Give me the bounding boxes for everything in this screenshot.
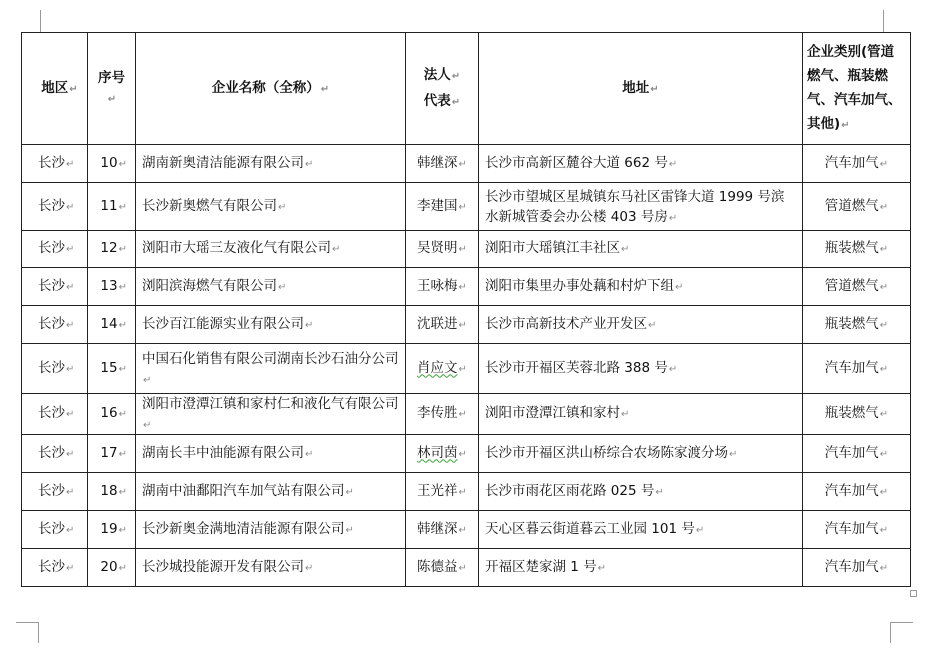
cell-legal-rep bbox=[406, 549, 479, 587]
cell-category-text bbox=[809, 153, 904, 175]
table-row bbox=[22, 473, 911, 511]
cell-legal-rep-text bbox=[412, 196, 472, 218]
cell-legal-rep bbox=[406, 473, 479, 511]
cell-address-value: 开福区楚家湖 1 号 bbox=[485, 558, 597, 575]
cell-region-text bbox=[38, 481, 81, 503]
cell-category-value: 汽车加气 bbox=[824, 444, 879, 461]
paragraph-mark: ↵ bbox=[621, 409, 630, 420]
cell-category-value: 瓶装燃气 bbox=[824, 315, 879, 332]
cell-company-value: 中国石化销售有限公司湖南长沙石油分公司 bbox=[142, 350, 399, 367]
cell-address-text bbox=[485, 153, 796, 175]
cell-region-value: 长沙 bbox=[38, 359, 65, 376]
cell-region-text bbox=[38, 519, 81, 541]
cell-legal-rep bbox=[406, 435, 479, 473]
cell-legal-rep-value: 李建国 bbox=[417, 197, 458, 214]
table-row bbox=[22, 183, 911, 231]
cell-company-value: 浏阳市澄潭江镇和家村仁和液化气有限公司 bbox=[142, 396, 399, 412]
paragraph-mark: ↵ bbox=[305, 448, 314, 460]
paragraph-mark: ↵ bbox=[66, 486, 75, 498]
paragraph-mark: ↵ bbox=[345, 486, 354, 498]
paragraph-mark: ↵ bbox=[118, 201, 127, 213]
cell-index-value: 12 bbox=[100, 240, 118, 256]
cell-index-text bbox=[94, 358, 127, 380]
cell-company bbox=[136, 344, 406, 394]
cell-company bbox=[136, 145, 406, 183]
cell-index-value: 17 bbox=[100, 444, 118, 461]
paragraph-mark: ↵ bbox=[458, 562, 467, 574]
paragraph-mark: ↵ bbox=[66, 562, 75, 574]
cell-company-value: 长沙新奥金满地清洁能源有限公司 bbox=[142, 520, 345, 537]
cell-category-value: 汽车加气 bbox=[824, 482, 879, 499]
paragraph-mark: ↵ bbox=[668, 363, 678, 375]
cell-category bbox=[803, 183, 911, 231]
page-corner-mark-bottom-right bbox=[890, 622, 913, 643]
cell-address-value: 长沙市开福区芙蓉北路 388 号 bbox=[485, 359, 668, 376]
enterprise-table bbox=[21, 32, 911, 587]
cell-index-value: 14 bbox=[100, 315, 118, 332]
cell-index-value: 16 bbox=[100, 405, 118, 421]
cell-region-text bbox=[38, 196, 81, 218]
paragraph-mark: ↵ bbox=[648, 319, 657, 331]
cell-company-value: 浏阳滨海燃气有限公司 bbox=[142, 277, 277, 294]
paragraph-mark: ↵ bbox=[879, 562, 889, 574]
cell-company-text bbox=[142, 349, 399, 389]
cell-region bbox=[22, 183, 88, 231]
cell-index bbox=[88, 511, 136, 549]
paragraph-mark: ↵ bbox=[879, 363, 889, 375]
cell-address-text bbox=[485, 443, 796, 465]
paragraph-mark: ↵ bbox=[118, 486, 127, 498]
paragraph-mark: ↵ bbox=[118, 244, 127, 255]
cell-category-value: 瓶装燃气 bbox=[824, 405, 879, 421]
cell-index bbox=[88, 394, 136, 435]
paragraph-mark: ↵ bbox=[458, 409, 467, 420]
cell-company bbox=[136, 394, 406, 435]
cell-company-text bbox=[142, 481, 399, 503]
cell-company bbox=[136, 306, 406, 344]
cell-region bbox=[22, 268, 88, 306]
cell-index-text bbox=[94, 519, 127, 541]
cell-address bbox=[479, 549, 803, 587]
cell-category-text bbox=[809, 238, 904, 260]
cell-address bbox=[479, 394, 803, 435]
paragraph-mark: ↵ bbox=[458, 486, 467, 498]
paragraph-mark: ↵ bbox=[655, 486, 664, 498]
table-row bbox=[22, 231, 911, 268]
cell-category bbox=[803, 435, 911, 473]
page-corner-mark-top-right bbox=[883, 10, 884, 32]
cell-index-value: 20 bbox=[100, 558, 118, 575]
cell-region-text bbox=[38, 443, 81, 465]
paragraph-mark: ↵ bbox=[66, 448, 75, 460]
cell-company-value: 长沙新奥燃气有限公司 bbox=[142, 197, 277, 214]
cell-region-value: 长沙 bbox=[38, 240, 65, 256]
cell-address-text bbox=[485, 519, 796, 541]
header-region: 地区↵ bbox=[22, 33, 88, 145]
cell-address-text bbox=[485, 238, 796, 260]
cell-legal-rep-text bbox=[412, 314, 472, 336]
paragraph-mark: ↵ bbox=[118, 281, 127, 293]
cell-company bbox=[136, 231, 406, 268]
cell-company-value: 湖南新奥清洁能源有限公司 bbox=[142, 154, 304, 171]
cell-region-value: 长沙 bbox=[38, 197, 65, 214]
cell-category-value: 汽车加气 bbox=[824, 154, 879, 171]
cell-category bbox=[803, 511, 911, 549]
table-row bbox=[22, 344, 911, 394]
cell-region bbox=[22, 435, 88, 473]
cell-legal-rep-text bbox=[412, 557, 472, 579]
cell-address bbox=[479, 145, 803, 183]
cell-region-value: 长沙 bbox=[38, 277, 65, 294]
cell-address bbox=[479, 183, 803, 231]
paragraph-mark: ↵ bbox=[458, 363, 467, 375]
paragraph-mark: ↵ bbox=[118, 562, 127, 574]
cell-company-value: 长沙城投能源开发有限公司 bbox=[142, 558, 304, 575]
table-row bbox=[22, 145, 911, 183]
table-row bbox=[22, 394, 911, 435]
paragraph-mark: ↵ bbox=[278, 201, 287, 213]
paragraph-mark: ↵ bbox=[597, 562, 607, 574]
cell-address-text bbox=[485, 481, 796, 503]
cell-region bbox=[22, 231, 88, 268]
cell-company-value: 湖南中油鄱阳汽车加气站有限公司 bbox=[142, 482, 345, 499]
cell-legal-rep-text bbox=[412, 403, 472, 425]
cell-category-text bbox=[809, 403, 904, 425]
paragraph-mark: ↵ bbox=[458, 158, 467, 170]
cell-category-value: 汽车加气 bbox=[824, 359, 879, 376]
cell-category-text bbox=[809, 443, 904, 465]
cell-address bbox=[479, 231, 803, 268]
paragraph-mark: ↵ bbox=[118, 448, 127, 460]
cell-region bbox=[22, 549, 88, 587]
cell-legal-rep bbox=[406, 394, 479, 435]
cell-index-text bbox=[94, 481, 127, 503]
cell-address-value: 浏阳市澄潭江镇和家村 bbox=[485, 405, 620, 421]
cell-region bbox=[22, 344, 88, 394]
paragraph-mark: ↵ bbox=[66, 281, 75, 293]
cell-index-text bbox=[94, 403, 127, 425]
paragraph-mark: ↵ bbox=[458, 448, 467, 460]
paragraph-mark: ↵ bbox=[305, 562, 314, 574]
cell-legal-rep-value: 王咏梅 bbox=[417, 277, 458, 294]
page-corner-mark-top-left bbox=[40, 10, 41, 32]
paragraph-mark: ↵ bbox=[729, 448, 738, 460]
cell-index-text bbox=[94, 557, 127, 579]
cell-address bbox=[479, 435, 803, 473]
cell-legal-rep bbox=[406, 268, 479, 306]
cell-legal-rep-value: 王光祥 bbox=[417, 482, 458, 499]
cell-legal-rep-value: 吴贤明 bbox=[417, 240, 458, 256]
cell-legal-rep-value: 韩继深 bbox=[417, 520, 458, 537]
cell-category bbox=[803, 145, 911, 183]
paragraph-mark: ↵ bbox=[305, 319, 314, 331]
paragraph-mark: ↵ bbox=[66, 363, 75, 375]
cell-address-text bbox=[485, 358, 796, 380]
paragraph-mark: ↵ bbox=[118, 319, 127, 331]
cell-company-text bbox=[142, 557, 399, 579]
cell-legal-rep-value: 韩继深 bbox=[417, 154, 458, 171]
cell-company-text bbox=[142, 238, 399, 260]
header-index: 序号↵ bbox=[88, 33, 136, 145]
cell-category-text bbox=[809, 196, 904, 218]
cell-company bbox=[136, 435, 406, 473]
table-row bbox=[22, 435, 911, 473]
cell-region bbox=[22, 394, 88, 435]
cell-legal-rep-text bbox=[412, 443, 472, 465]
cell-region bbox=[22, 306, 88, 344]
paragraph-mark: ↵ bbox=[305, 158, 314, 170]
cell-index bbox=[88, 183, 136, 231]
cell-address bbox=[479, 511, 803, 549]
cell-category-value: 汽车加气 bbox=[824, 520, 879, 537]
paragraph-mark: ↵ bbox=[66, 409, 75, 420]
paragraph-mark: ↵ bbox=[458, 244, 467, 255]
cell-index bbox=[88, 231, 136, 268]
cell-legal-rep-text bbox=[412, 238, 472, 260]
cell-index-text bbox=[94, 153, 127, 175]
cell-address-text bbox=[485, 403, 796, 425]
cell-index-value: 11 bbox=[100, 197, 118, 214]
paragraph-mark: ↵ bbox=[332, 244, 341, 255]
cell-legal-rep-value: 肖应文 bbox=[417, 359, 458, 376]
paragraph-mark: ↵ bbox=[118, 158, 127, 170]
cell-address-value: 长沙市雨花区雨花路 025 号 bbox=[485, 482, 655, 499]
paragraph-mark: ↵ bbox=[621, 244, 630, 255]
header-address: 地址↵ bbox=[479, 33, 803, 145]
cell-region bbox=[22, 145, 88, 183]
cell-index bbox=[88, 344, 136, 394]
cell-category bbox=[803, 268, 911, 306]
cell-company-value: 浏阳市大瑶三友液化气有限公司 bbox=[142, 240, 331, 256]
cell-index-text bbox=[94, 276, 127, 298]
paragraph-mark: ↵ bbox=[879, 524, 889, 536]
cell-legal-rep bbox=[406, 145, 479, 183]
cell-index bbox=[88, 473, 136, 511]
cell-address-value: 长沙市望城区星城镇东马社区雷锋大道 1999 号滨水新城管委会办公楼 403 号房 bbox=[485, 188, 785, 225]
cell-index bbox=[88, 145, 136, 183]
cell-legal-rep-value: 李传胜 bbox=[417, 405, 458, 421]
paragraph-mark: ↵ bbox=[695, 524, 705, 536]
cell-company-text bbox=[142, 443, 399, 465]
cell-address-value: 长沙市开福区洪山桥综合农场陈家渡分场 bbox=[485, 444, 728, 461]
cell-address-value: 浏阳市集里办事处藕和村炉下组 bbox=[485, 277, 674, 294]
cell-region-value: 长沙 bbox=[38, 558, 65, 575]
cell-company bbox=[136, 511, 406, 549]
cell-address-value: 浏阳市大瑶镇江丰社区 bbox=[485, 240, 620, 256]
cell-category-text bbox=[809, 276, 904, 298]
cell-region-value: 长沙 bbox=[38, 520, 65, 537]
cell-category bbox=[803, 231, 911, 268]
cell-address bbox=[479, 268, 803, 306]
cell-address-text bbox=[485, 557, 796, 579]
paragraph-mark: ↵ bbox=[879, 319, 889, 331]
paragraph-mark: ↵ bbox=[66, 524, 75, 536]
paragraph-mark: ↵ bbox=[118, 524, 127, 536]
cell-category-text bbox=[809, 481, 904, 503]
cell-category-value: 汽车加气 bbox=[824, 558, 879, 575]
header-row bbox=[22, 33, 911, 145]
paragraph-mark: ↵ bbox=[879, 201, 889, 213]
cell-legal-rep-value: 沈联进 bbox=[417, 315, 458, 332]
cell-category-value: 管道燃气 bbox=[824, 277, 879, 294]
cell-legal-rep-text bbox=[412, 153, 472, 175]
cell-region-text bbox=[38, 557, 81, 579]
cell-company bbox=[136, 268, 406, 306]
cell-category bbox=[803, 394, 911, 435]
cell-index-text bbox=[94, 196, 127, 218]
cell-legal-rep bbox=[406, 511, 479, 549]
cell-category-text bbox=[809, 557, 904, 579]
cell-address-value: 长沙市高新区麓谷大道 662 号 bbox=[485, 154, 668, 171]
cell-address bbox=[479, 473, 803, 511]
cell-company-text bbox=[142, 196, 399, 218]
cell-company-text bbox=[142, 153, 399, 175]
cell-index-value: 13 bbox=[100, 277, 118, 294]
cell-region-text bbox=[38, 403, 81, 425]
cell-legal-rep-text bbox=[412, 519, 472, 541]
cell-company-text bbox=[142, 314, 399, 336]
cell-company-value: 长沙百江能源实业有限公司 bbox=[142, 315, 304, 332]
paragraph-mark: ↵ bbox=[879, 281, 889, 293]
paragraph-mark: ↵ bbox=[879, 409, 889, 420]
cell-index bbox=[88, 435, 136, 473]
cell-category bbox=[803, 473, 911, 511]
cell-category bbox=[803, 344, 911, 394]
cell-region bbox=[22, 511, 88, 549]
paragraph-mark: ↵ bbox=[66, 201, 75, 213]
paragraph-mark: ↵ bbox=[668, 158, 678, 170]
cell-region-value: 长沙 bbox=[38, 154, 65, 171]
cell-category-text bbox=[809, 519, 904, 541]
cell-address-value: 天心区暮云街道暮云工业园 101 号 bbox=[485, 520, 695, 537]
paragraph-mark: ↵ bbox=[458, 319, 467, 331]
paragraph-mark: ↵ bbox=[143, 420, 152, 431]
header-legal-rep: 法人↵ 代表↵ bbox=[406, 33, 479, 145]
cell-region-value: 长沙 bbox=[38, 315, 65, 332]
paragraph-mark: ↵ bbox=[66, 319, 75, 331]
cell-legal-rep bbox=[406, 231, 479, 268]
cell-category-text bbox=[809, 314, 904, 336]
table-end-marker bbox=[910, 590, 917, 597]
cell-legal-rep bbox=[406, 306, 479, 344]
cell-address-text bbox=[485, 314, 796, 336]
cell-address bbox=[479, 344, 803, 394]
paragraph-mark: ↵ bbox=[66, 158, 75, 170]
cell-category-value: 管道燃气 bbox=[824, 197, 879, 214]
cell-category bbox=[803, 306, 911, 344]
cell-legal-rep bbox=[406, 344, 479, 394]
cell-company-text bbox=[142, 276, 399, 298]
cell-index bbox=[88, 306, 136, 344]
cell-address-value: 长沙市高新技术产业开发区 bbox=[485, 315, 647, 332]
cell-index-value: 10 bbox=[100, 154, 118, 171]
cell-region-value: 长沙 bbox=[38, 405, 65, 421]
paragraph-mark: ↵ bbox=[345, 524, 354, 536]
table-row bbox=[22, 268, 911, 306]
paragraph-mark: ↵ bbox=[118, 409, 127, 420]
cell-legal-rep-text bbox=[412, 276, 472, 298]
cell-index-text bbox=[94, 314, 127, 336]
cell-address-text bbox=[485, 187, 796, 227]
cell-company bbox=[136, 183, 406, 231]
cell-legal-rep-value: 陈德益 bbox=[417, 558, 458, 575]
header-category: 企业类别(管道燃气、瓶装燃气、汽车加气、其他)↵ bbox=[803, 33, 911, 145]
cell-legal-rep-text bbox=[412, 481, 472, 503]
cell-address bbox=[479, 306, 803, 344]
page-corner-mark-bottom-left bbox=[16, 622, 39, 643]
cell-address-text bbox=[485, 276, 796, 298]
paragraph-mark: ↵ bbox=[143, 374, 152, 386]
cell-region-text bbox=[38, 358, 81, 380]
cell-index-text bbox=[94, 443, 127, 465]
cell-index-value: 18 bbox=[100, 482, 118, 499]
cell-legal-rep-value: 林司茵 bbox=[417, 444, 458, 461]
cell-region-text bbox=[38, 238, 81, 260]
paragraph-mark: ↵ bbox=[118, 363, 127, 375]
paragraph-mark: ↵ bbox=[278, 281, 287, 293]
table-row bbox=[22, 549, 911, 587]
table-row bbox=[22, 511, 911, 549]
paragraph-mark: ↵ bbox=[675, 281, 684, 293]
cell-company bbox=[136, 549, 406, 587]
cell-company-text bbox=[142, 519, 399, 541]
cell-company-value: 湖南长丰中油能源有限公司 bbox=[142, 444, 304, 461]
cell-region-value: 长沙 bbox=[38, 482, 65, 499]
cell-region-text bbox=[38, 314, 81, 336]
paragraph-mark: ↵ bbox=[458, 201, 467, 213]
paragraph-mark: ↵ bbox=[879, 486, 889, 498]
paragraph-mark: ↵ bbox=[458, 281, 467, 293]
cell-index bbox=[88, 549, 136, 587]
cell-index-value: 15 bbox=[100, 359, 118, 376]
cell-legal-rep bbox=[406, 183, 479, 231]
cell-category-value: 瓶装燃气 bbox=[824, 240, 879, 256]
cell-legal-rep-text bbox=[412, 358, 472, 380]
cell-category-text bbox=[809, 358, 904, 380]
cell-company bbox=[136, 473, 406, 511]
cell-index-text bbox=[94, 238, 127, 260]
cell-index-value: 19 bbox=[100, 520, 118, 537]
paragraph-mark: ↵ bbox=[879, 158, 889, 170]
cell-region-value: 长沙 bbox=[38, 444, 65, 461]
cell-category bbox=[803, 549, 911, 587]
cell-index bbox=[88, 268, 136, 306]
paragraph-mark: ↵ bbox=[879, 244, 889, 255]
paragraph-mark: ↵ bbox=[66, 244, 75, 255]
paragraph-mark: ↵ bbox=[879, 448, 889, 460]
cell-region-text bbox=[38, 276, 81, 298]
paragraph-mark: ↵ bbox=[458, 524, 467, 536]
cell-region bbox=[22, 473, 88, 511]
cell-region-text bbox=[38, 153, 81, 175]
header-company: 企业名称（全称）↵ bbox=[136, 33, 406, 145]
paragraph-mark: ↵ bbox=[668, 212, 678, 224]
cell-company-text bbox=[142, 394, 399, 434]
table-row bbox=[22, 306, 911, 344]
